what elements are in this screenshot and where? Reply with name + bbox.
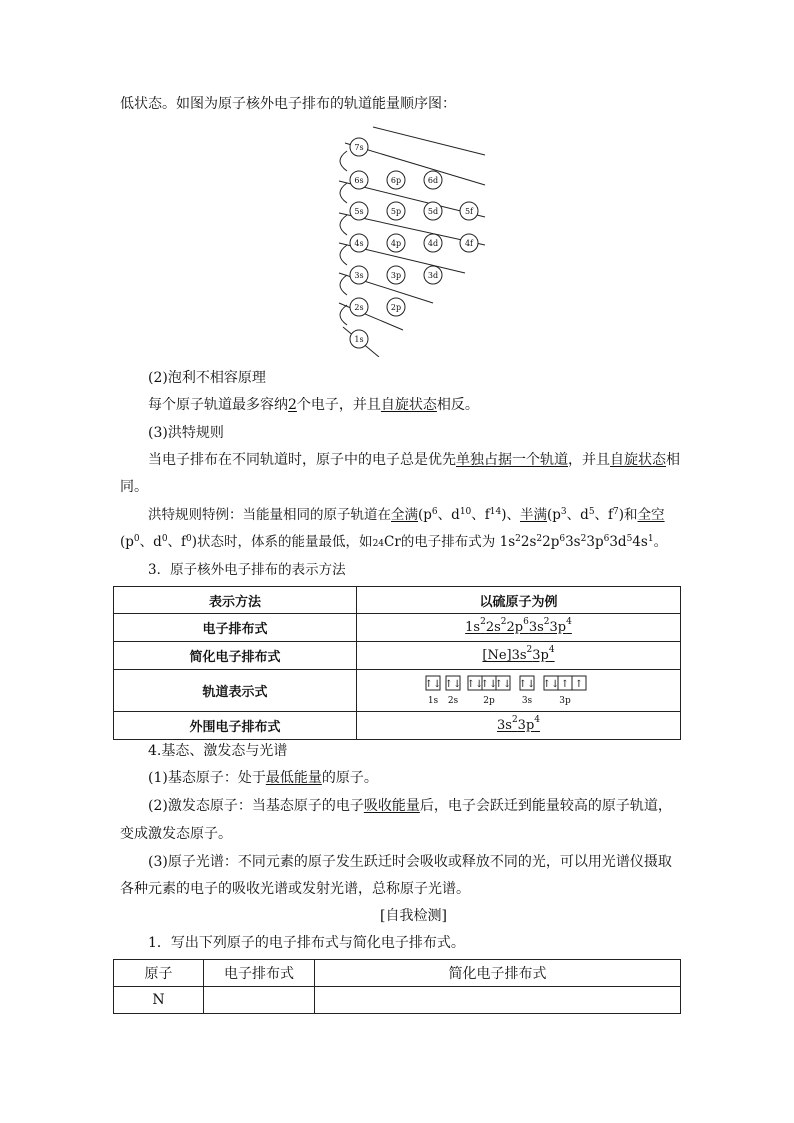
- table1-value-outer-config: $3s^23p^4$: [357, 712, 681, 740]
- svg-text:3s: 3s: [521, 695, 532, 706]
- svg-text:4d: 4d: [427, 239, 439, 248]
- hund-exception-text-cont: ($p^0$、$d^0$、$f^0$)状态时，体系的能量最低，如$_{24}$Cr的电子排布式为 $1s^22s^22p^63s^23p^63d^54s^1$。: [120, 534, 668, 550]
- hund-heading: (3)洪特规则: [148, 425, 224, 441]
- svg-text:5d: 5d: [427, 207, 439, 216]
- spectrum-text-cont: 各种元素的电子的吸收光谱或发射光谱，总称原子光谱。: [120, 881, 470, 897]
- table2-short-config-cell[interactable]: [315, 987, 681, 1014]
- ground-state-text: (1)基态原子：处于最低能量的原子。: [148, 770, 378, 786]
- table1-value-orbital-diagram: [357, 670, 681, 712]
- svg-text:3p: 3p: [558, 695, 571, 706]
- svg-text:7s: 7s: [354, 143, 364, 152]
- svg-text:↑↓: ↑↓: [444, 678, 461, 690]
- svg-text:3d: 3d: [427, 271, 439, 280]
- svg-text:6s: 6s: [354, 176, 364, 185]
- table1-value-config: $1s^22s^22p^63s^23p^4$: [357, 614, 681, 642]
- self-check-heading: [自我检测]: [380, 908, 447, 924]
- svg-text:↑: ↑: [560, 678, 569, 690]
- table1-header-method: 表示方法: [114, 587, 357, 614]
- table2-atom-n: N: [114, 987, 204, 1014]
- svg-text:2p: 2p: [482, 695, 495, 706]
- section3-heading: 3．原子核外电子排布的表示方法: [148, 562, 346, 578]
- section4-heading: 4.基态、激发态与光谱: [148, 743, 288, 759]
- hund-exception-text: 洪特规则特例：当能量相同的原子轨道在全满($p^6$、$d^{10}$、$f^{14}$)、半满($p^3$、$d^5$、$f^7$)和全空: [148, 507, 665, 523]
- svg-text:4s: 4s: [354, 239, 364, 248]
- svg-text:6d: 6d: [427, 176, 439, 185]
- exercise-table: [113, 959, 681, 1014]
- excited-state-text-cont: 变成激发态原子。: [120, 826, 232, 842]
- hund-text-cont: 同。: [120, 479, 148, 495]
- svg-text:↑↓: ↑↓: [480, 678, 497, 690]
- svg-text:3p: 3p: [390, 271, 402, 280]
- table1-header-example: 以硫原子为例: [357, 587, 681, 614]
- representation-table: [113, 586, 681, 740]
- table1-label-orbital-diagram: 轨道表示式: [114, 670, 357, 712]
- sulfur-orbital-diagram: [424, 674, 614, 708]
- pauli-heading: (2)泡利不相容原理: [148, 370, 266, 386]
- svg-text:4p: 4p: [390, 239, 402, 248]
- table1-label-short-config: 简化电子排布式: [114, 642, 357, 670]
- svg-text:5f: 5f: [464, 207, 474, 216]
- table1-value-short-config: $[Ne]3s^23p^4$: [357, 642, 681, 670]
- svg-text:2s: 2s: [447, 695, 458, 706]
- table2-header-atom: 原子: [114, 960, 204, 987]
- table2-header-config: 电子排布式: [204, 960, 315, 987]
- table2-header-short-config: 简化电子排布式: [315, 960, 681, 987]
- svg-text:1s: 1s: [427, 695, 438, 706]
- svg-text:↑↓: ↑↓: [542, 678, 559, 690]
- table1-label-outer-config: 外围电子排布式: [114, 712, 357, 740]
- svg-text:1s: 1s: [354, 335, 364, 344]
- hund-text: 当电子排布在不同轨道时，原子中的电子总是优先单独占据一个轨道，并且自旋状态相: [148, 452, 680, 468]
- svg-text:5p: 5p: [390, 207, 402, 216]
- svg-text:↑: ↑: [574, 678, 583, 690]
- table2-config-cell[interactable]: [204, 987, 315, 1014]
- orbital-order-diagram: [325, 125, 525, 357]
- question-1: 1．写出下列原子的电子排布式与简化电子排布式。: [148, 935, 465, 951]
- spectrum-text: (3)原子光谱：不同元素的原子发生跃迁时会吸收或释放不同的光，可以用光谱仪摄取: [148, 854, 672, 870]
- svg-text:↑↓: ↑↓: [466, 678, 483, 690]
- svg-text:3s: 3s: [354, 271, 364, 280]
- svg-text:2p: 2p: [390, 303, 402, 312]
- svg-text:↑↓: ↑↓: [494, 678, 511, 690]
- svg-text:6p: 6p: [390, 176, 402, 185]
- excited-state-text: (2)激发态原子：当基态原子的电子吸收能量后，电子会跃迁到能量较高的原子轨道，: [148, 798, 672, 814]
- intro-text: 低状态。如图为原子核外电子排布的轨道能量顺序图：: [120, 96, 456, 112]
- pauli-text: 每个原子轨道最多容纳2个电子，并且自旋状态相反。: [148, 397, 479, 413]
- svg-text:↑↓: ↑↓: [424, 678, 441, 690]
- svg-text:2s: 2s: [354, 303, 364, 312]
- svg-text:4f: 4f: [464, 239, 474, 248]
- svg-text:5s: 5s: [354, 207, 364, 216]
- table1-label-config: 电子排布式: [114, 614, 357, 642]
- svg-text:↑↓: ↑↓: [518, 678, 535, 690]
